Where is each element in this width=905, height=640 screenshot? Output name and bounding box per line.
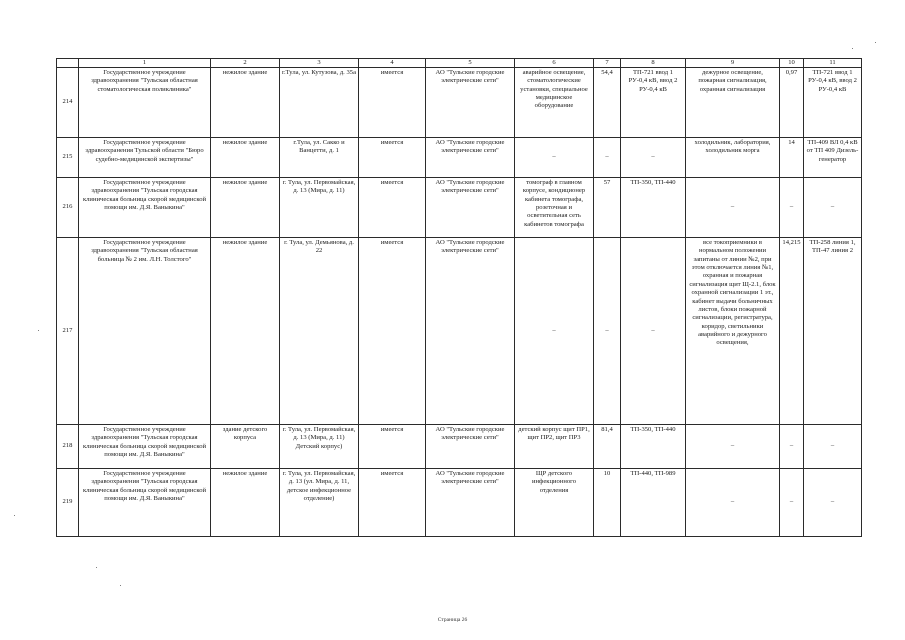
row-number-cell: 214 xyxy=(57,68,79,138)
reserve-source-cell: – xyxy=(804,178,862,238)
address-cell: г. Тула, ул. Демьянова, д. 22 xyxy=(280,238,359,425)
table-body xyxy=(57,59,862,537)
reserve-load-cell: – xyxy=(780,178,804,238)
supply-source-cell: ТП-350, ТП-440 xyxy=(621,425,686,469)
scan-speck xyxy=(120,585,121,586)
emergency-load-cell: все токоприемники в нормальном положении запитаны от линии №2, при этом отключается линия №1, охранная и пожарная сигнализация щит Щ-2.1, блок охранной сигнализации 1 эт., кабинет выдачи больничных листов, блоки пожарной сигнализации, регистратура, коридор, светильники аварийного и дежурного освещения, xyxy=(686,238,780,425)
critical-load-cell: аварийное освещение, стоматологические установки, специальное медицинское оборудование xyxy=(515,68,594,138)
row-number-cell: 215 xyxy=(57,138,79,178)
supply-source-cell: ТП-350, ТП-440 xyxy=(621,178,686,238)
power-supplier-cell: АО "Тульские городские электрические сети" xyxy=(426,138,515,178)
data-table xyxy=(56,58,862,537)
power-supplier-cell: АО "Тульские городские электрические сети" xyxy=(426,178,515,238)
header-cell-number: 2 xyxy=(211,59,280,68)
table-row xyxy=(57,425,862,469)
emergency-load-cell: дежурное освещение, пожарная сигнализация, охранная сигнализация xyxy=(686,68,780,138)
reserve-load-cell: 14 xyxy=(780,138,804,178)
reserve-load-cell: 0,97 xyxy=(780,68,804,138)
availability-cell: имеется xyxy=(359,138,426,178)
critical-load-cell: – xyxy=(515,138,594,178)
availability-cell: имеется xyxy=(359,178,426,238)
building-type-cell: здание детского корпуса xyxy=(211,425,280,469)
column-number-row xyxy=(57,59,862,68)
reserve-source-cell: ТП-409 ВЛ 0,4 кВ от ТП 409 Дизель-генератор xyxy=(804,138,862,178)
reserve-load-cell: 14,215 xyxy=(780,238,804,425)
emergency-load-cell: – xyxy=(686,469,780,537)
critical-load-cell: детский корпус щит ПР1, щит ПР2, щит ПР3 xyxy=(515,425,594,469)
load-value-cell: 10 xyxy=(594,469,621,537)
load-value-cell: 54,4 xyxy=(594,68,621,138)
building-type-cell: нежилое здание xyxy=(211,178,280,238)
load-value-cell: 57 xyxy=(594,178,621,238)
supply-source-cell: – xyxy=(621,238,686,425)
emergency-load-cell: – xyxy=(686,178,780,238)
load-value-cell: – xyxy=(594,138,621,178)
critical-load-cell: томограф в главном корпусе, кондиционер кабинета томографа, розеточная и осветительная сеть кабинетов томографа xyxy=(515,178,594,238)
reserve-source-cell: – xyxy=(804,425,862,469)
header-cell-number: 3 xyxy=(280,59,359,68)
load-value-cell: 81,4 xyxy=(594,425,621,469)
power-supplier-cell: АО "Тульские городские электрические сети" xyxy=(426,238,515,425)
row-number-cell: 218 xyxy=(57,425,79,469)
reserve-source-cell: ТП-721 ввод 1 РУ-0,4 кВ, ввод 2 РУ-0,4 кВ xyxy=(804,68,862,138)
header-cell-number: 10 xyxy=(780,59,804,68)
power-supplier-cell: АО "Тульские городские электрические сети" xyxy=(426,469,515,537)
header-cell-number: 11 xyxy=(804,59,862,68)
critical-load-cell: ЩР детского инфекционного отделения xyxy=(515,469,594,537)
table-row xyxy=(57,138,862,178)
institution-cell: Государственное учреждение здравоохранения "Тульская городская клиническая больница скорой медицинской помощи им. Д.Я. Ваныкина" xyxy=(79,178,211,238)
supply-source-cell: ТП-721 ввод 1 РУ-0,4 кВ, ввод 2 РУ-0,4 кВ xyxy=(621,68,686,138)
row-number-cell: 216 xyxy=(57,178,79,238)
availability-cell: имеется xyxy=(359,238,426,425)
scan-speck xyxy=(38,330,39,331)
table-row xyxy=(57,68,862,138)
header-cell-number: 1 xyxy=(79,59,211,68)
address-cell: г. Тула, ул. Первомайская, д. 13 (Мира, д. 11) xyxy=(280,178,359,238)
power-supplier-cell: АО "Тульские городские электрические сети" xyxy=(426,68,515,138)
header-cell-number: 5 xyxy=(426,59,515,68)
availability-cell: имеется xyxy=(359,469,426,537)
table-row xyxy=(57,238,862,425)
scan-speck xyxy=(852,48,853,49)
reserve-load-cell: – xyxy=(780,469,804,537)
building-type-cell: нежилое здание xyxy=(211,138,280,178)
emergency-load-cell: – xyxy=(686,425,780,469)
scan-speck xyxy=(14,515,15,516)
building-type-cell: нежилое здание xyxy=(211,469,280,537)
address-cell: г. Тула, ул. Первомайская, д. 13 (Мира, д. 11) Детский корпус) xyxy=(280,425,359,469)
critical-load-cell: – xyxy=(515,238,594,425)
header-cell-blank xyxy=(57,59,79,68)
power-supplier-cell: АО "Тульские городские электрические сети" xyxy=(426,425,515,469)
page-footer: Страница 26 xyxy=(437,617,468,623)
institution-cell: Государственное учреждение здравоохранения "Тульская городская клиническая больница скорой медицинской помощи им. Д.Я. Ваныкина" xyxy=(79,425,211,469)
header-cell-number: 9 xyxy=(686,59,780,68)
header-cell-number: 4 xyxy=(359,59,426,68)
supply-source-cell: – xyxy=(621,138,686,178)
availability-cell: имеется xyxy=(359,68,426,138)
scan-speck xyxy=(875,42,876,43)
building-type-cell: нежилое здание xyxy=(211,238,280,425)
availability-cell: имеется xyxy=(359,425,426,469)
supply-source-cell: ТП-440, ТП-989 xyxy=(621,469,686,537)
scan-speck xyxy=(96,567,97,568)
institution-cell: Государственное учреждение здравоохранения "Тульская областная стоматологическая поликлиника" xyxy=(79,68,211,138)
reserve-load-cell: – xyxy=(780,425,804,469)
header-cell-number: 8 xyxy=(621,59,686,68)
table-row xyxy=(57,178,862,238)
institution-cell: Государственное учреждение здравоохранения "Тульская городская клиническая больница скорой медицинской помощи им. Д.Я. Ваныкина" xyxy=(79,469,211,537)
institution-cell: Государственное учреждение здравоохранения "Тульская областная больница № 2 им. Л.Н. Толстого" xyxy=(79,238,211,425)
header-cell-number: 6 xyxy=(515,59,594,68)
building-type-cell: нежилое здание xyxy=(211,68,280,138)
reserve-source-cell: – xyxy=(804,469,862,537)
address-cell: г.Тула, ул. Сакко и Ванцетти, д. 1 xyxy=(280,138,359,178)
institution-cell: Государственное учреждение здравоохранения Тульской области "Бюро судебно-медицинской экспертизы" xyxy=(79,138,211,178)
row-number-cell: 219 xyxy=(57,469,79,537)
emergency-load-cell: холодильник, лаборатория, холодильник морга xyxy=(686,138,780,178)
reserve-source-cell: ТП-258 линия 1, ТП-47 линия 2 xyxy=(804,238,862,425)
load-value-cell: – xyxy=(594,238,621,425)
header-cell-number: 7 xyxy=(594,59,621,68)
address-cell: г. Тула, ул. Первомайская, д. 13 (ул. Мира, д. 11, детское инфекционное отделение) xyxy=(280,469,359,537)
row-number-cell: 217 xyxy=(57,238,79,425)
table-row xyxy=(57,469,862,537)
address-cell: г.Тула, ул. Кутузова, д. 35а xyxy=(280,68,359,138)
